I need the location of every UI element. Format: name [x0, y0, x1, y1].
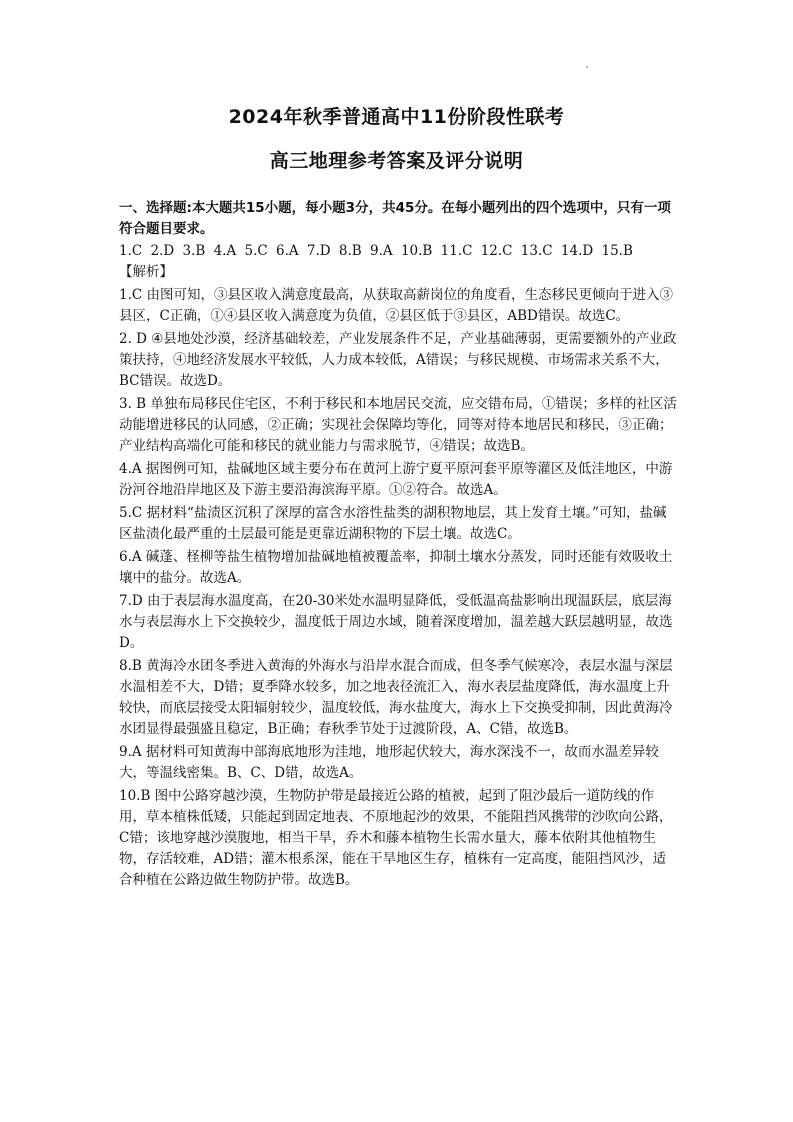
explanation-item: 8.B 黄海冷水团冬季进入黄海的外海水与沿岸水混合而成，但冬季气候寒冷，表层水温与深层水温相差不大，D错；夏季降水较多，加之地表径流汇入，海水表层盐度降低，海水温度上升较快，而底层接受太阳辐射较少，温度较低，海水盐度大，海水上下交换受抑制，因此黄海冷水团显得最强盛且稳定，B正确；春秋季节处于过渡阶段，A、C错，故选B。	[119, 658, 673, 737]
explanation-item: 10.B 图中公路穿越沙漠，生物防护带是最接近公路的植被，起到了阻沙最后一道防线的作用，草本植株低矮，只能起到固定地表、不原地起沙的效果，不能阻挡风携带的沙吹向公路，C错；该地穿越沙漠腹地，相当干旱，乔木和藤本植物生长需水量大，藤本依附其他植物生物，存活较难，AD错；灌木根系深，能在干旱地区生存，植株有一定高度，能阻挡风沙，适合种植在公路边做生物防护带。故选B。	[119, 788, 673, 888]
section-heading: 一、选择题:本大题共15小题，每小题3分，共45分。在每小题列出的四个选项中，只有一项符合题目要求。	[119, 200, 671, 237]
explanation-item: 5.C 据材料“盐渍区沉积了深厚的富含水溶性盐类的湖积物地层，其上发育土壤。”可知，盐碱区盐渍化最严重的土层最可能是更靠近湖积物的下层土壤。故选C。	[119, 505, 667, 542]
exam-title: 2024年秋季普通高中11份阶段性联考	[228, 106, 565, 128]
analysis-label: 【解析】	[119, 264, 173, 280]
answer-list: 1.C 2.D 3.B 4.A 5.C 6.A 7.D 8.B 9.A 10.B 11.C 12.C 13.C 14.D 15.B	[119, 243, 633, 259]
explanation-item: 1.C 由图可知，③县区收入满意度最高，从获取高薪岗位的角度看，生态移民更倾向于进入③县区，C正确，①④县区收入满意度为负值，②县区低于③县区，ABD错误。故选C。	[119, 287, 673, 324]
explanation-item: 6.A 碱蓬、柽柳等盐生植物增加盐碱地植被覆盖率，抑制土壤水分蒸发，同时还能有效吸收土壤中的盐分。故选A。	[119, 549, 673, 586]
scan-speck	[586, 66, 588, 68]
explanation-item: 2. D ④县地处沙漠，经济基础较差，产业发展条件不足，产业基础薄弱，更需要额外的产业政策扶持，④地经济发展水平较低，人力成本较低，A错误；与移民规模、市场需求关系不大，BC错误。故选D。	[119, 331, 677, 389]
explanation-item: 3. B 单独布局移民住宅区，不利于移民和本地居民交流，应交错布局，①错误；多样的社区活动能增进移民的认同感，②正确；实现社会保障均等化，同等对待本地居民和移民，③正确；产业结构高端化可能和移民的就业能力与需求脱节，④错误；故选B。	[119, 396, 677, 454]
answer-content	[119, 198, 679, 891]
explanation-item: 9.A 据材料可知黄海中部海底地形为洼地，地形起伏较大，海水深浅不一，故而水温差异较大，等温线密集。B、C、D错，故选A。	[119, 744, 659, 781]
answer-key-title: 高三地理参考答案及评分说明	[269, 150, 524, 172]
explanation-item: 4.A 据图例可知，盐碱地区域主要分布在黄河上游宁夏平原河套平原等灌区及低洼地区，中游汾河谷地沿岸地区及下游主要沿海滨海平原。①②符合。故选A。	[119, 461, 673, 498]
explanation-item: 7.D 由于表层海水温度高，在20-30米处水温明显降低，受低温高盐影响出现温跃层，底层海水与表层海水上下交换较少，温度低于周边水域，随着深度增加，温差越大跃层越明显，故选D。	[119, 593, 673, 651]
